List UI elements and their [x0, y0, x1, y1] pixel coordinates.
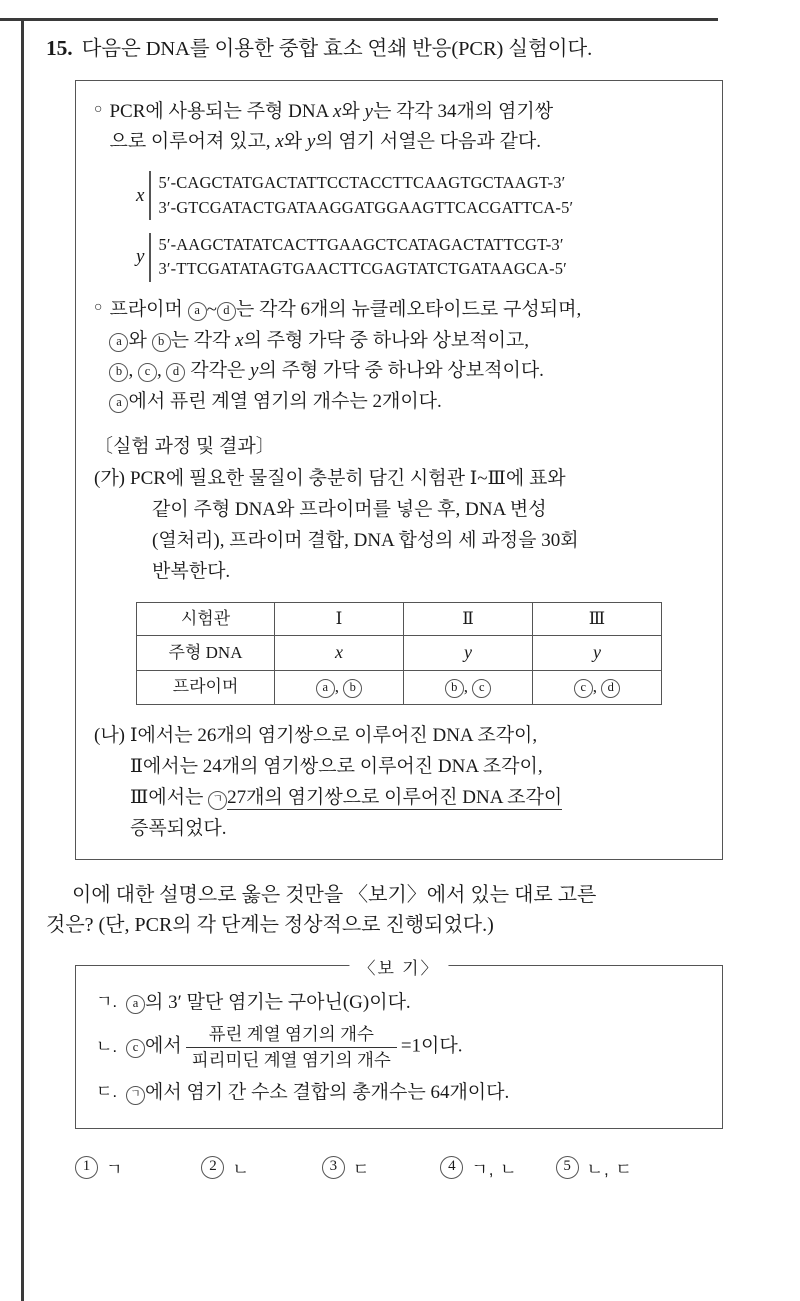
b1l1-y: y [364, 100, 373, 122]
bogi-box [75, 965, 723, 1129]
annotation-marker-geon: ㄱ [126, 1086, 145, 1105]
table-cell-template-1 [275, 636, 404, 671]
table-cell-tube-1: Ⅰ [275, 603, 404, 636]
sequence-brace-icon [149, 233, 151, 282]
bullet2-line2 [109, 326, 704, 357]
b2l3-d: 의 주형 가닥 중 하나와 상보적이다. [258, 360, 544, 382]
bogi-item-1-body [126, 988, 411, 1017]
b2l1-b: ~ [206, 298, 217, 320]
answer-choices [75, 1155, 746, 1180]
b1l2-y: y [306, 131, 316, 153]
primer-marker-d: d [601, 679, 620, 698]
bullet-circle-icon: ○ [94, 101, 103, 117]
bogi-title: 〈보 기〉 [349, 954, 448, 979]
bogi-item-1 [96, 988, 702, 1017]
stimulus-box [75, 80, 723, 860]
b1l1-b: 와 [341, 100, 365, 122]
primer-marker-a: a [316, 679, 335, 698]
bogi-item-2-body [126, 1023, 463, 1072]
template-value-1: x [335, 642, 344, 663]
choice-number-1: 1 [75, 1156, 98, 1179]
step-ga-line4: 반복한다. [152, 561, 231, 583]
table-rowheader-template-dna: 주형 DNA [137, 636, 275, 671]
primer-marker-d: d [166, 363, 185, 382]
primer-marker-a: a [109, 394, 128, 413]
answer-choice-5[interactable] [556, 1155, 633, 1180]
page-left-margin-rule [21, 18, 24, 1301]
bogi-tag-2: ㄴ. [96, 1037, 118, 1057]
step-ga-line3: (열처리), 프라이머 결합, DNA 합성의 세 과정을 30회 [152, 530, 579, 552]
sequence-x-top-strand: 5′-CAGCTATGACTATTCCTACCTTCAAGTGCTAAGT-3′ [158, 173, 566, 193]
primer-marker-b: b [343, 679, 362, 698]
b2l3-y: y [250, 360, 259, 382]
step-na-line3 [130, 783, 704, 814]
bogi-tag-3: ㄷ. [96, 1082, 118, 1102]
question-heading [46, 34, 746, 64]
table-row [137, 670, 662, 704]
bullet2-line1 [109, 295, 704, 326]
stimulus-bullet-1 [94, 97, 704, 159]
table-rowheader-primer: 프라이머 [137, 670, 275, 704]
b2l3-c: 각각은 [185, 360, 251, 382]
step-na-line3-underlined: 27개의 염기쌍으로 이루어진 DNA 조각이 [227, 786, 563, 808]
table-row [137, 603, 662, 636]
bullet2-line4 [109, 387, 704, 418]
bogi-item-2-after: =1이다. [400, 1035, 463, 1057]
b2l4-a: 에서 퓨린 계열 염기의 개수는 2개이다. [128, 391, 442, 413]
lead-in-line2: 것은? (단, PCR의 각 단계는 정상적으로 진행되었다.) [46, 914, 494, 937]
table-row [137, 636, 662, 671]
sequence-block-y [136, 233, 704, 282]
b2l2-x: x [235, 329, 244, 351]
b2l2-c: 의 주형 가닥 중 하나와 상보적이고, [243, 329, 530, 351]
step-na-line2: Ⅱ에서는 24개의 염기쌍으로 이루어진 DNA 조각이, [130, 755, 543, 777]
bogi-item-1-text: 의 3′ 말단 염기는 구아닌(G)이다. [145, 991, 411, 1013]
bullet-circle-icon: ○ [94, 299, 103, 315]
sequence-y-top-strand: 5′-AAGCTATATCACTTGAAGCTCATAGACTATTCGT-3′ [158, 235, 564, 255]
page-top-rule [0, 18, 718, 21]
b2l3-a: , [128, 360, 138, 382]
choice-label-1: ㄱ [106, 1159, 124, 1179]
b2l3-b: , [156, 360, 167, 382]
bogi-item-3-body [126, 1078, 509, 1107]
sequence-brace-icon [149, 171, 151, 220]
stimulus-bullet-2 [94, 295, 704, 418]
b1l2-b: 와 [283, 131, 307, 153]
primer-marker-c: c [472, 679, 491, 698]
primer-marker-d: d [217, 302, 236, 321]
primer-marker-a: a [126, 995, 145, 1014]
bogi-section [75, 958, 723, 1129]
table-cell-template-2 [404, 636, 533, 671]
question-number: 15. [46, 36, 73, 60]
lead-in-line1: 이에 대한 설명으로 옳은 것만을 〈보기〉에서 있는 대로 고른 [72, 883, 597, 906]
choice-label-2: ㄴ [232, 1159, 250, 1179]
fraction-denominator: 피리미딘 계열 염기의 개수 [191, 1049, 391, 1070]
choice-number-3: 3 [322, 1156, 345, 1179]
b1l1-x: x [332, 100, 342, 122]
table-cell-primer-2: b , c [404, 670, 533, 704]
sequence-label-y: y [136, 246, 145, 268]
b1l1-c: 는 각각 34개의 염기쌍 [372, 100, 554, 122]
choice-number-4: 4 [440, 1156, 463, 1179]
b1l2-x: x [275, 131, 284, 153]
answer-choice-3[interactable] [322, 1155, 370, 1180]
question-stem: 다음은 DNA를 이용한 중합 효소 연쇄 반응(PCR) 실험이다. [81, 38, 593, 60]
choice-label-3: ㄷ [352, 1159, 371, 1179]
primer-marker-c: c [574, 679, 593, 698]
choice-number-5: 5 [556, 1156, 579, 1179]
answer-choice-1[interactable] [75, 1155, 123, 1180]
sequence-y-bottom-strand: 3′-TTCGATATAGTGAACTTCGAGTATCTGATAAGCA-5′ [158, 259, 567, 279]
bullet1-line2 [109, 127, 704, 158]
question-content [46, 34, 746, 1180]
step-na-line4: 증폭되었다. [130, 817, 227, 839]
table-cell-template-3 [532, 636, 661, 671]
step-ga-line2: 같이 주형 DNA와 프라이머를 넣은 후, DNA 변성 [152, 499, 547, 521]
template-value-2: y [464, 642, 472, 663]
annotation-marker-geon: ㄱ [208, 791, 227, 810]
b1l1-a: PCR에 사용되는 주형 DNA [109, 100, 333, 122]
procedure-step-na [94, 721, 704, 845]
bogi-item-2-text: 에서 [145, 1035, 182, 1057]
answer-choice-2[interactable] [201, 1155, 249, 1180]
bogi-item-3 [96, 1078, 702, 1107]
sequence-x-bottom-strand: 3′-GTCGATACTGATAAGGATGGAAGTTCACGATTCA-5′ [158, 197, 574, 217]
bullet1-line1 [109, 97, 704, 128]
step-ga-line1: PCR에 필요한 물질이 충분히 담긴 시험관 Ⅰ~Ⅲ에 표와 [130, 468, 566, 490]
bogi-tag-1: ㄱ. [96, 992, 118, 1012]
b2l2-b: 는 각각 [170, 329, 236, 351]
experiment-table [136, 602, 662, 705]
bogi-item-3-text: 에서 염기 간 수소 결합의 총개수는 64개이다. [145, 1081, 510, 1103]
b2l1-a: 프라이머 [109, 298, 188, 320]
table-cell-tube-3: Ⅲ [532, 603, 661, 636]
table-cell-tube-2: Ⅱ [404, 603, 533, 636]
step-tag-na: (나) [94, 724, 126, 746]
choice-number-2: 2 [201, 1156, 224, 1179]
sequence-block-x [136, 171, 704, 220]
table-rowheader-tube: 시험관 [137, 603, 275, 636]
table-cell-primer-3: c , d [532, 670, 661, 704]
answer-choice-4[interactable] [440, 1155, 517, 1180]
bogi-item-2 [96, 1023, 702, 1072]
b2l1-c: 는 각각 6개의 뉴클레오타이드로 구성되며, [235, 298, 582, 320]
template-value-3: y [592, 642, 601, 663]
lead-in-question [46, 880, 746, 941]
table-cell-primer-1: a , b [275, 670, 404, 704]
primer-marker-b: b [445, 679, 464, 698]
primer-marker-b: b [152, 333, 171, 352]
step-na-line1: Ⅰ에서는 26개의 염기쌍으로 이루어진 DNA 조각이, [130, 724, 538, 746]
procedure-header: 〔실험 과정 및 결과〕 [94, 435, 275, 457]
ratio-fraction [186, 1023, 397, 1072]
b1l2-a: 으로 이루어져 있고, [109, 131, 276, 153]
b1l2-c: 의 염기 서열은 다음과 같다. [315, 131, 541, 153]
primer-marker-b: b [109, 363, 128, 382]
primer-marker-c: c [126, 1039, 145, 1058]
b2l2-a: 와 [128, 329, 152, 351]
step-tag-ga: (가) [94, 468, 126, 490]
bullet2-line3 [109, 356, 704, 387]
procedure-step-ga [94, 464, 704, 588]
choice-label-4: ㄱ, ㄴ [471, 1159, 518, 1179]
sequence-label-x: x [136, 184, 145, 206]
primer-marker-a: a [109, 333, 128, 352]
primer-marker-c: c [138, 363, 157, 382]
fraction-numerator: 퓨린 계열 염기의 개수 [186, 1023, 397, 1048]
choice-label-5: ㄴ, ㄷ [586, 1159, 633, 1179]
step-na-line3-pre: Ⅲ에서는 [130, 786, 209, 808]
primer-marker-a: a [188, 302, 207, 321]
